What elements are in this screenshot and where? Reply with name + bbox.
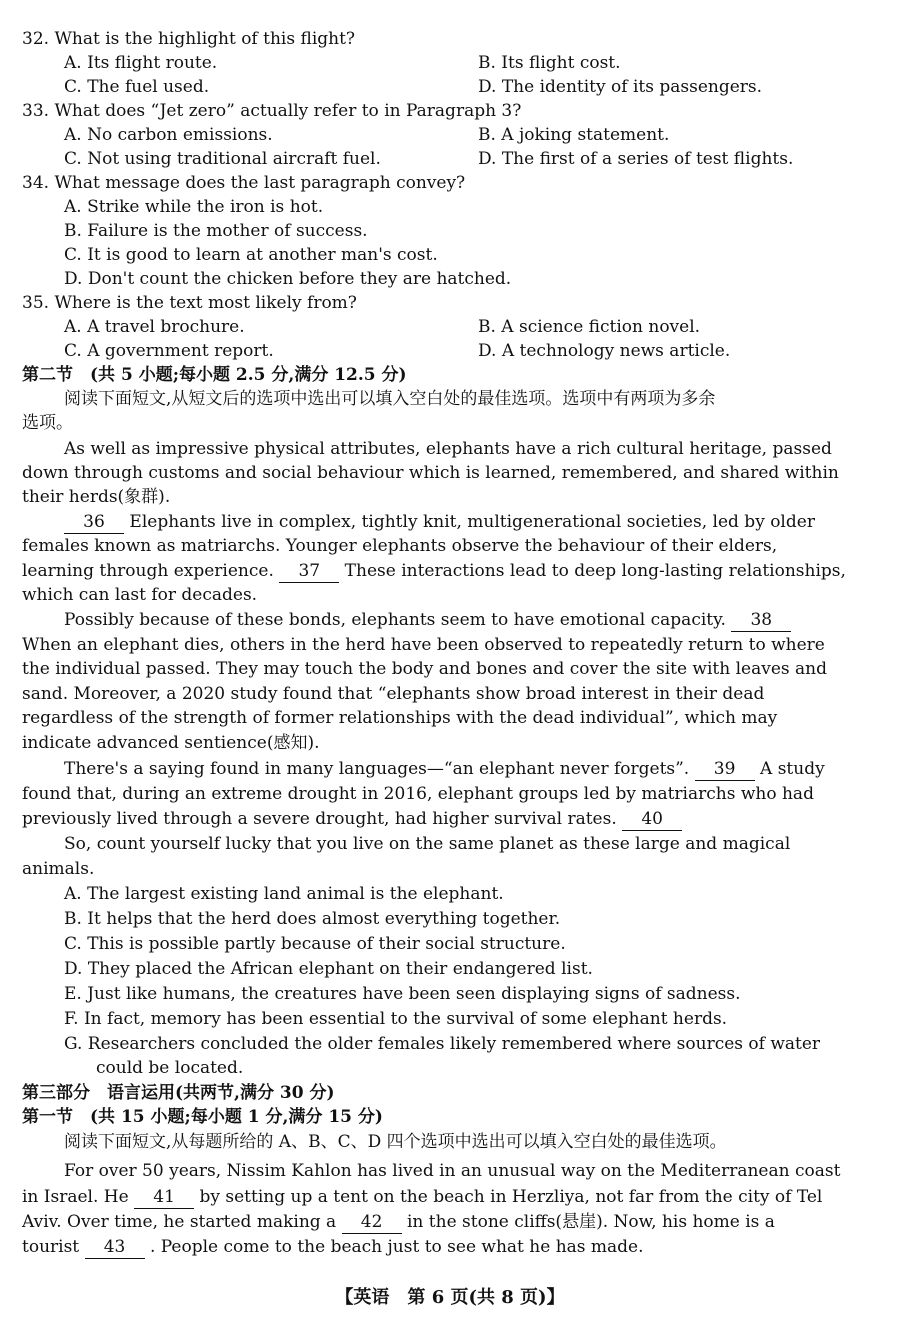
passage-line: females known as matriarchs. Younger elephants observe the behaviour of their elders, [22,536,778,556]
question-33-option-b: B. A joking statement. [478,125,670,145]
question-34-option-b: B. Failure is the mother of success. [64,221,368,241]
choice-c: C. This is possible partly because of their social structure. [64,934,566,954]
section-2-instruction-cont: 选项。 [22,413,73,433]
passage-line: For over 50 years, Nissim Kahlon has lived in an unusual way on the Mediterranean coast [64,1161,841,1181]
question-32-option-a: A. Its flight route. [64,53,218,73]
passage-line: There's a saying found in many languages—“an elephant never forgets”. 39 A study [64,759,825,779]
passage-line: As well as impressive physical attributes, elephants have a rich cultural heritage, passed [64,439,832,459]
passage-line: learning through experience. 37 These interactions lead to deep long-lasting relationships, [22,561,846,581]
passage-line: the individual passed. They may touch the body and bones and cover the site with leaves and [22,659,827,679]
question-33-option-a: A. No carbon emissions. [64,125,273,145]
question-35-option-a: A. A travel brochure. [64,317,245,337]
question-34-option-d: D. Don't count the chicken before they are hatched. [64,269,512,289]
choice-d: D. They placed the African elephant on their endangered list. [64,959,593,979]
question-32-stem: 32. What is the highlight of this flight? [22,29,356,49]
passage-line: previously lived through a severe drought, had higher survival rates. 40 [22,808,682,831]
question-35-stem: 35. Where is the text most likely from? [22,293,357,313]
blank-41: 41 [134,1186,194,1209]
question-33-option-d: D. The first of a series of test flights. [478,149,794,169]
passage-line: sand. Moreover, a 2020 study found that “elephants show broad interest in their dead [22,684,765,704]
passage-line: regardless of the strength of former relationships with the dead individual”, which may [22,708,778,728]
question-32-option-d: D. The identity of its passengers. [478,77,763,97]
question-35-option-d: D. A technology news article. [478,341,731,361]
blank-37: 37 [279,560,339,583]
question-34-option-a: A. Strike while the iron is hot. [64,197,324,217]
blank-40: 40 [622,808,682,831]
blank-38: 38 [731,609,791,632]
passage-line: down through customs and social behaviour which is learned, remembered, and shared within [22,463,839,483]
question-32-option-b: B. Its flight cost. [478,53,621,73]
question-33-stem: 33. What does “Jet zero” actually refer to in Paragraph 3? [22,101,522,121]
blank-43: 43 [85,1236,145,1259]
passage-line: their herds(象群). [22,487,171,507]
page-footer: 【英语 第 6 页(共 8 页)】 [335,1287,565,1308]
choice-b: B. It helps that the herd does almost everything together. [64,909,561,929]
choice-f: F. In fact, memory has been essential to the survival of some elephant herds. [64,1009,728,1029]
question-34-option-c: C. It is good to learn at another man's cost. [64,245,438,265]
passage-line: Possibly because of these bonds, elephants seem to have emotional capacity. 38 [64,609,791,632]
section-2-instruction: 阅读下面短文,从短文后的选项中选出可以填入空白处的最佳选项。选项中有两项为多余 [64,389,716,409]
blank-39: 39 [695,758,755,781]
choice-e: E. Just like humans, the creatures have been seen displaying signs of sadness. [64,984,741,1004]
passage-line: When an elephant dies, others in the herd have been observed to repeatedly return to where [22,635,825,655]
choice-g: G. Researchers concluded the older females likely remembered where sources of water [64,1034,821,1054]
passage-line: found that, during an extreme drought in 2016, elephant groups led by matriarchs who had [22,784,814,804]
passage-line: tourist 43 . People come to the beach just to see what he has made. [22,1237,644,1257]
passage-line: Aviv. Over time, he started making a 42 in the stone cliffs(悬崖). Now, his home is a [22,1212,775,1232]
passage-line: animals. [22,859,95,879]
passage-line: indicate advanced sentience(感知). [22,733,320,753]
passage-line: So, count yourself lucky that you live on the same planet as these large and magical [64,834,791,854]
question-35-option-c: C. A government report. [64,341,274,361]
question-34-stem: 34. What message does the last paragraph convey? [22,173,466,193]
question-35-option-b: B. A science fiction novel. [478,317,701,337]
choice-a: A. The largest existing land animal is the elephant. [64,884,504,904]
part-3-heading: 第三部分 语言运用(共两节,满分 30 分) [22,1083,335,1103]
question-32-option-c: C. The fuel used. [64,77,210,97]
part-3-section-1-heading: 第一节 (共 15 小题;每小题 1 分,满分 15 分) [22,1107,383,1127]
blank-36: 36 [64,511,124,534]
choice-g-cont: could be located. [96,1058,244,1078]
passage-line: which can last for decades. [22,585,258,605]
question-33-option-c: C. Not using traditional aircraft fuel. [64,149,381,169]
blank-42: 42 [342,1211,402,1234]
passage-line: in Israel. He 41 by setting up a tent on the beach in Herzliya, not far from the city of Tel [22,1187,823,1207]
part-3-instruction: 阅读下面短文,从每题所给的 A、B、C、D 四个选项中选出可以填入空白处的最佳选项。 [64,1132,727,1152]
section-2-heading: 第二节 (共 5 小题;每小题 2.5 分,满分 12.5 分) [22,365,407,385]
passage-line: 36 Elephants live in complex, tightly knit, multigenerational societies, led by older [64,511,815,534]
